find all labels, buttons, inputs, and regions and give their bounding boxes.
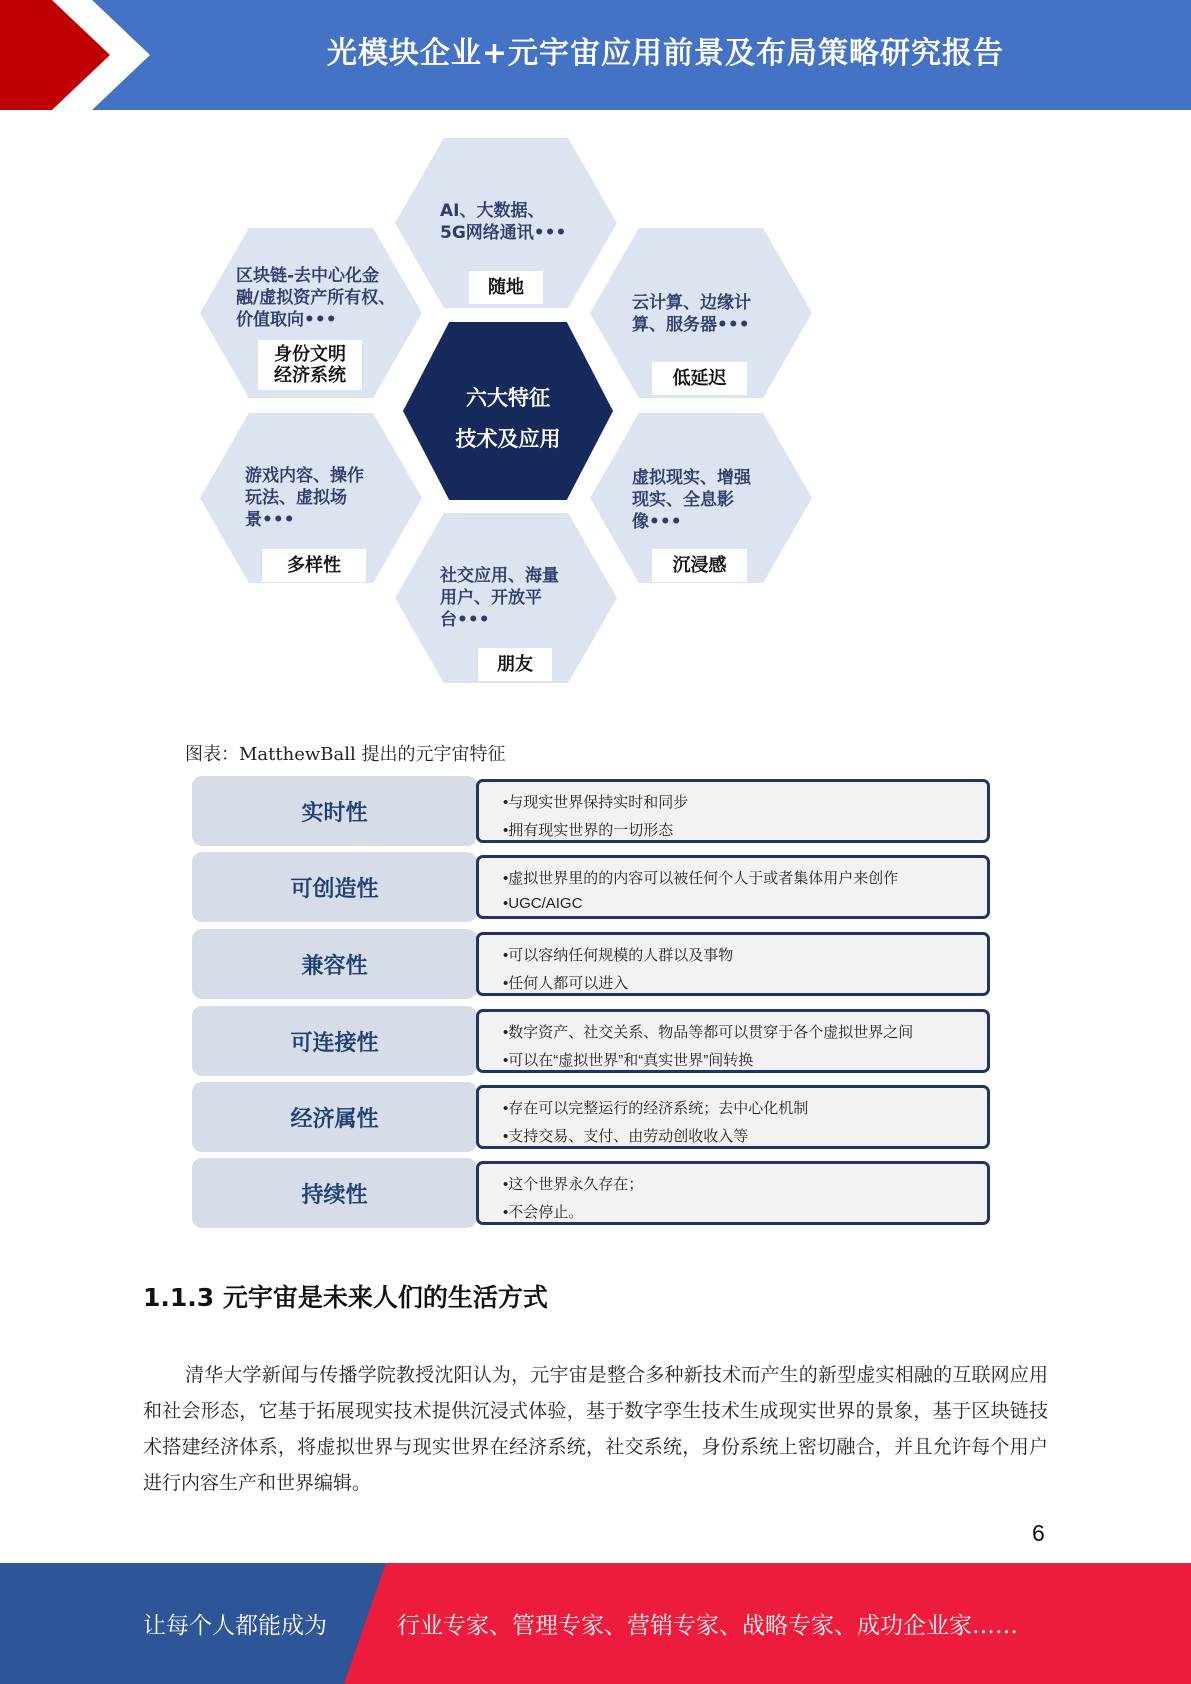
feature-line: •数字资产、社交关系、物品等都可以贯穿于各个虚拟世界之间 [503, 1024, 914, 1041]
feature-line: •存在可以完整运行的经济系统；去中心化机制 [503, 1100, 809, 1117]
feature-row [192, 1006, 992, 1076]
page-footer [0, 1563, 1191, 1684]
feature-name: 兼容性 [192, 929, 477, 999]
metaverse-hex-diagram [0, 0, 1191, 700]
feature-description [476, 932, 990, 996]
feature-line: •不会停止。 [503, 1204, 584, 1221]
feature-name: 持续性 [192, 1158, 477, 1228]
feature-line: •拥有现实世界的一切形态 [503, 822, 674, 839]
section-paragraph: 清华大学新闻与传播学院教授沈阳认为，元宇宙是整合多种新技术而产生的新型虚实相融的互联网应用和社会形态，它基于拓展现实技术提供沉浸式体验，基于数字孪生技术生成现实世界的景象，基于区块链技术搭建经济体系，将虚拟世界与现实世界在经济系统，社交系统，身份系统上密切融合，并且允许每个用户进行内容生产和世界编辑。 [143, 1364, 1048, 1494]
feature-row [192, 1082, 992, 1152]
hex-diversity-text: 游戏内容、操作 玩法、虚拟场 景••• [245, 466, 364, 530]
hex-friends-label: 朋友 [478, 648, 552, 681]
feature-description [476, 1161, 990, 1225]
figure-caption: 图表：MatthewBall 提出的元宇宙特征 [185, 744, 506, 765]
feature-line: •支持交易、支付、由劳动创收收入等 [503, 1128, 749, 1145]
feature-row [192, 852, 992, 922]
center-title-line1: 六大特征 [466, 386, 550, 410]
footer-slogan-right: 行业专家、管理专家、营销专家、战略专家、成功企业家…… [397, 1613, 1018, 1639]
feature-row [192, 929, 992, 999]
hex-anywhere-text: AI、大数据、 5G网络通讯••• [440, 201, 567, 243]
feature-name: 经济属性 [192, 1082, 477, 1152]
hex-anywhere-label: 随地 [469, 271, 543, 304]
feature-row [192, 1158, 992, 1228]
hex-diversity-label: 多样性 [262, 549, 366, 582]
feature-description [476, 1085, 990, 1149]
feature-description [476, 779, 990, 843]
center-title-line2: 技术及应用 [455, 427, 561, 451]
hex-immersion-label: 沉浸感 [652, 549, 747, 582]
feature-name: 可创造性 [192, 852, 477, 922]
feature-line: •任何人都可以进入 [503, 975, 629, 992]
feature-line: •与现实世界保持实时和同步 [503, 794, 689, 811]
feature-line: •虚拟世界里的的内容可以被任何个人于或者集体用户来创作 [503, 870, 899, 887]
section-heading: 1.1.3 元宇宙是未来人们的生活方式 [143, 1283, 548, 1312]
hex-identity-economy-text: 区块链-去中心化金 融/虚拟资产所有权、 价值取向••• [236, 266, 396, 330]
report-title: 光模块企业+元宇宙应用前景及布局策略研究报告 [326, 36, 1005, 71]
feature-row [192, 776, 992, 846]
feature-line: •UGC/AIGC [503, 895, 583, 912]
hex-identity-economy-label: 身份文明 经济系统 [258, 340, 362, 390]
hex-friends-text: 社交应用、海量 用户、开放平 台••• [440, 566, 559, 630]
feature-line: •这个世界永久存在； [503, 1176, 644, 1193]
hex-immersion-text: 虚拟现实、增强 现实、全息影 像••• [632, 468, 751, 532]
feature-line: •可以容纳任何规模的人群以及事物 [503, 947, 734, 964]
hex-low-latency-text: 云计算、边缘计 算、服务器••• [632, 293, 751, 335]
page-number: 6 [1032, 1520, 1045, 1546]
feature-description [476, 1009, 990, 1073]
footer-slogan-left: 让每个人都能成为 [143, 1613, 327, 1639]
feature-name: 可连接性 [192, 1006, 477, 1076]
feature-line: •可以在“虚拟世界”和“真实世界”间转换 [503, 1052, 754, 1069]
feature-name: 实时性 [192, 776, 477, 846]
hex-low-latency-label: 低延迟 [652, 362, 747, 395]
feature-description [476, 855, 990, 919]
